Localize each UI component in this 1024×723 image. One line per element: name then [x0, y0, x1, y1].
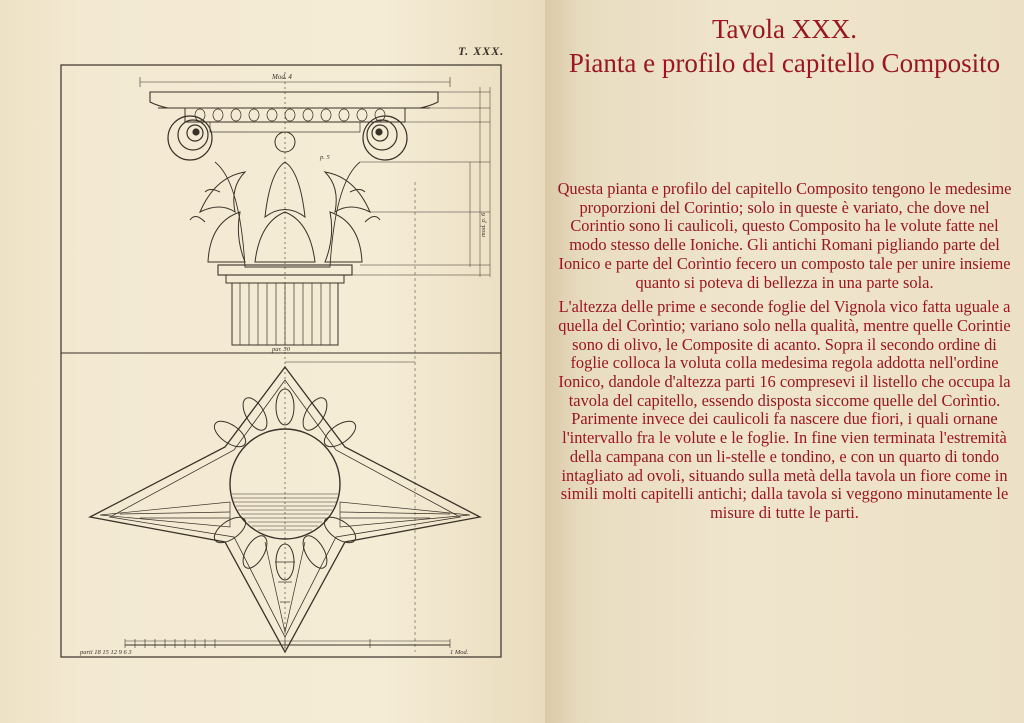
plate-title: Tavola XXX.	[711, 14, 858, 44]
scale-mod-label: 1 Mod.	[450, 649, 469, 656]
plate-subtitle: Pianta e profilo del capitello Composito	[568, 48, 1001, 78]
par-label: par. 30	[272, 346, 291, 353]
plate-number: T. XXX.	[458, 44, 505, 58]
description-text	[557, 180, 1012, 529]
text-page	[545, 0, 1024, 723]
paragraph-1: Questa pianta e profilo del capitello Composito tengono le medesime proporzioni del Corintio; solo in queste è variato, che dove nel Corintio sono li caulicoli, questo Composito ha le volute fatte nel modo stesso delle Ioniche. Gli antichi Romani pigliando parte del Ionico e parte del Corìntio fecero un composto tale per unire insieme quanto si poteva di bellezza in una parte sola.	[557, 179, 1012, 292]
capital-engraving	[40, 62, 540, 662]
mod-top-label: Mod. 4	[272, 73, 292, 81]
paragraph-2: L'altezza delle prime e seconde foglie del Vignola vico fatta uguale a quella del Corìntio; variano solo nella qualità, mentre quelle Corintie sono di olivo, le Composite di acanto. Sopra il secondo ordine di foglie colloca la voluta colla medesima regola addotta nell'ordine Ionico, dandole d'altezza parti 16 compresevi il listello che occupa la tavola del capitello, essendo disposta siccome quelle del Corìntio. Parimente invece dei caulicoli fa nascere due fiori, i quali ornane l'intervallo fra le volute e le foglie. In fine vien terminata l'estremità della campana con un li-stelle e tondino, e con un quarto di tondo intagliato ad ovoli, situando sulla metà della tavola un fiore come in simili molti capitelli antichi; dalla tavola si veggono minutamente le misure di tutte le parti.	[558, 297, 1011, 522]
p5-label: p. 5	[320, 154, 330, 161]
scale-label: parti 18 15 12 9 6 3	[80, 649, 132, 656]
mod-side-label: mod. p. 6	[480, 212, 487, 237]
